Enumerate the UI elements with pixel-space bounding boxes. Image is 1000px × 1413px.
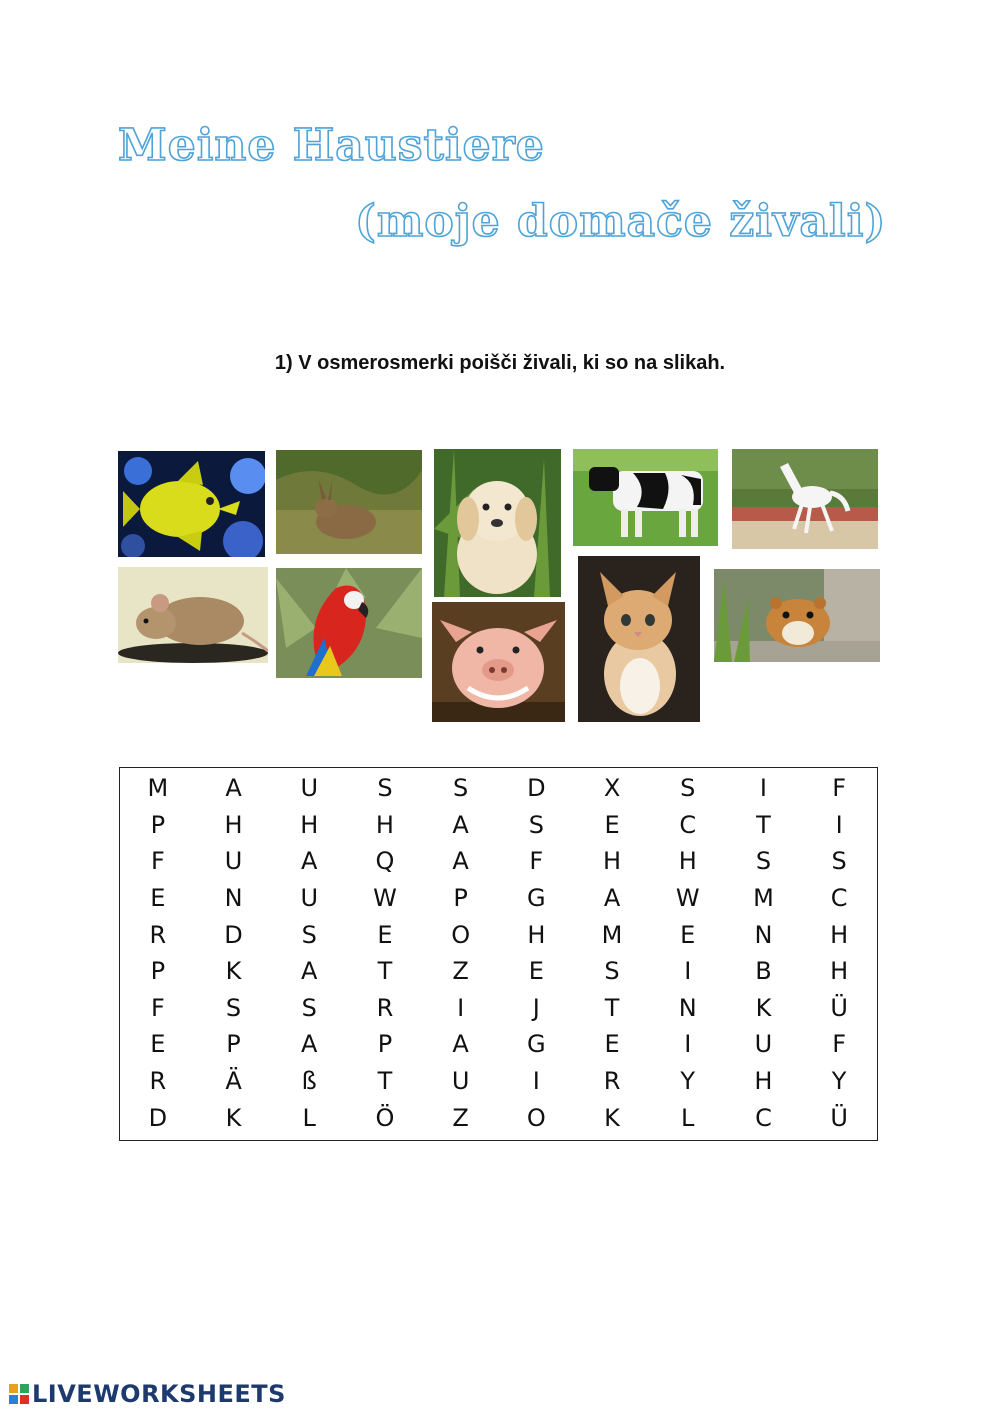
grid-letter[interactable]: H [224,810,243,839]
grid-letter[interactable]: L [302,1103,316,1132]
grid-letter[interactable]: P [226,1030,241,1059]
grid-letter[interactable]: E [680,920,696,949]
grid-letter[interactable]: H [830,920,849,949]
grid-letter[interactable]: C [755,1103,772,1132]
grid-letter[interactable]: U [754,1030,773,1059]
grid-letter[interactable]: A [225,774,242,803]
grid-letter[interactable]: E [150,1030,166,1059]
grid-letter[interactable]: I [684,957,692,986]
grid-letter[interactable]: P [150,957,166,986]
page-title: Meine Haustiere [118,120,545,171]
fish-photo [118,451,265,557]
grid-letter[interactable]: C [830,884,848,913]
grid-letter[interactable]: S [755,847,772,876]
grid-letter[interactable]: Ö [375,1103,395,1132]
mouse-photo [118,567,268,663]
grid-letter[interactable]: Y [831,1067,847,1096]
grid-letter[interactable]: A [452,810,469,839]
grid-letter[interactable]: H [603,847,622,876]
grid-letter[interactable]: E [604,810,620,839]
grid-letter[interactable]: A [452,847,469,876]
grid-letter[interactable]: O [526,1103,546,1132]
grid-letter[interactable]: E [604,1030,620,1059]
hamster-photo [714,569,880,662]
fish-icon [118,451,265,557]
grid-letter[interactable]: Q [375,847,395,876]
grid-letter[interactable]: G [527,1030,546,1059]
cat-photo [578,556,700,722]
grid-letter[interactable]: A [301,1030,318,1059]
wordsearch-grid [119,767,878,1141]
grid-letter[interactable]: ß [301,1067,317,1096]
grid-letter[interactable]: T [604,993,620,1022]
grid-letter[interactable]: I [684,1030,692,1059]
horse-icon [732,449,878,549]
footer-brand [8,1380,286,1408]
grid-letter[interactable]: F [832,1030,847,1059]
grid-letter[interactable]: H [375,810,394,839]
grid-letter[interactable]: F [150,993,165,1022]
grid-letter[interactable]: I [457,993,465,1022]
parrot-icon [276,568,422,678]
grid-letter[interactable]: H [678,847,697,876]
grid-letter[interactable]: E [150,884,166,913]
grid-letter[interactable]: Z [452,1103,469,1132]
grid-letter[interactable]: Ä [225,1067,242,1096]
grid-letter[interactable]: P [377,1030,393,1059]
grid-letter[interactable]: C [679,810,697,839]
grid-letter[interactable]: M [147,774,169,803]
horse-photo [732,449,878,549]
grid-letter[interactable]: O [451,920,471,949]
grid-letter[interactable]: S [377,774,393,803]
grid-letter[interactable]: E [377,920,393,949]
grid-letter[interactable]: R [376,993,394,1022]
hamster-icon [714,569,880,662]
grid-letter[interactable]: H [754,1067,773,1096]
grid-letter[interactable]: R [603,1067,621,1096]
grid-letter[interactable]: A [301,847,318,876]
grid-letter[interactable]: N [224,884,243,913]
grid-letter[interactable]: P [150,810,166,839]
grid-letter[interactable]: N [754,920,773,949]
grid-letter[interactable]: D [224,920,243,949]
pig-icon [432,602,565,722]
grid-letter[interactable]: S [453,774,469,803]
grid-letter[interactable]: M [601,920,623,949]
grid-letter[interactable]: F [832,774,847,803]
grid-letter[interactable]: K [755,993,772,1022]
dog-icon [434,449,561,597]
grid-letter[interactable]: Ü [830,993,848,1022]
cow-icon [573,449,718,546]
grid-letter[interactable]: U [224,847,243,876]
grid-letter[interactable]: W [675,884,700,913]
liveworksheets-logo-icon [8,1383,30,1405]
grid-letter[interactable]: K [225,957,242,986]
grid-letter[interactable]: T [377,1067,393,1096]
grid-letter[interactable]: S [831,847,847,876]
grid-letter[interactable]: K [604,1103,620,1132]
grid-letter[interactable]: S [301,920,317,949]
grid-letter[interactable]: S [680,774,696,803]
cow-photo [573,449,718,546]
page-subtitle: (moje domače živali) [355,196,887,247]
grid-letter[interactable]: R [149,1067,167,1096]
grid-letter[interactable]: I [532,1067,540,1096]
mouse-icon [118,567,268,663]
grid-letter[interactable]: I [835,810,843,839]
grid-letter[interactable]: H [830,957,849,986]
grid-letter[interactable]: Y [680,1067,696,1096]
grid-letter[interactable]: T [756,810,771,839]
grid-letter[interactable]: K [225,1103,242,1132]
grid-letter[interactable]: W [373,884,397,913]
pig-photo [432,602,565,722]
grid-letter[interactable]: S [528,810,544,839]
grid-letter[interactable]: A [603,884,621,913]
grid-letter[interactable]: Z [452,957,469,986]
grid-letter[interactable]: L [681,1103,695,1132]
brand-name: LIVEWORKSHEETS [32,1380,286,1408]
grid-letter[interactable]: T [377,957,393,986]
grid-letter[interactable]: U [451,1067,470,1096]
grid-letter[interactable]: S [301,993,317,1022]
grid-letter[interactable]: Ü [830,1103,848,1132]
hare-icon [276,450,422,554]
grid-letter[interactable]: D [527,774,546,803]
grid-letter[interactable]: X [603,774,621,803]
grid-letter[interactable]: S [604,957,620,986]
grid-letter[interactable]: S [225,993,242,1022]
grid-letter[interactable]: B [755,957,772,986]
hare-photo [276,450,422,554]
grid-letter[interactable]: U [300,774,319,803]
grid-letter[interactable]: D [148,1103,168,1132]
cat-icon [578,556,700,722]
grid-letter[interactable]: H [527,920,546,949]
grid-letter[interactable]: M [753,884,774,913]
grid-letter[interactable]: R [149,920,167,949]
grid-letter[interactable]: A [452,1030,469,1059]
grid-letter[interactable]: U [300,884,319,913]
grid-letter[interactable]: F [529,847,544,876]
grid-letter[interactable]: F [150,847,165,876]
instruction-text: 1) V osmerosmerki poišči živali, ki so na slikah. [274,352,726,374]
grid-letter[interactable]: P [453,884,468,913]
dog-photo [434,449,561,597]
parrot-photo [276,568,422,678]
grid-letter[interactable]: A [301,957,318,986]
grid-letter[interactable]: E [528,957,544,986]
grid-letter[interactable]: N [678,993,697,1022]
grid-letter[interactable]: G [527,884,546,913]
grid-letter[interactable]: J [532,993,540,1022]
grid-letter[interactable]: H [300,810,319,839]
grid-letter[interactable]: I [759,774,767,803]
